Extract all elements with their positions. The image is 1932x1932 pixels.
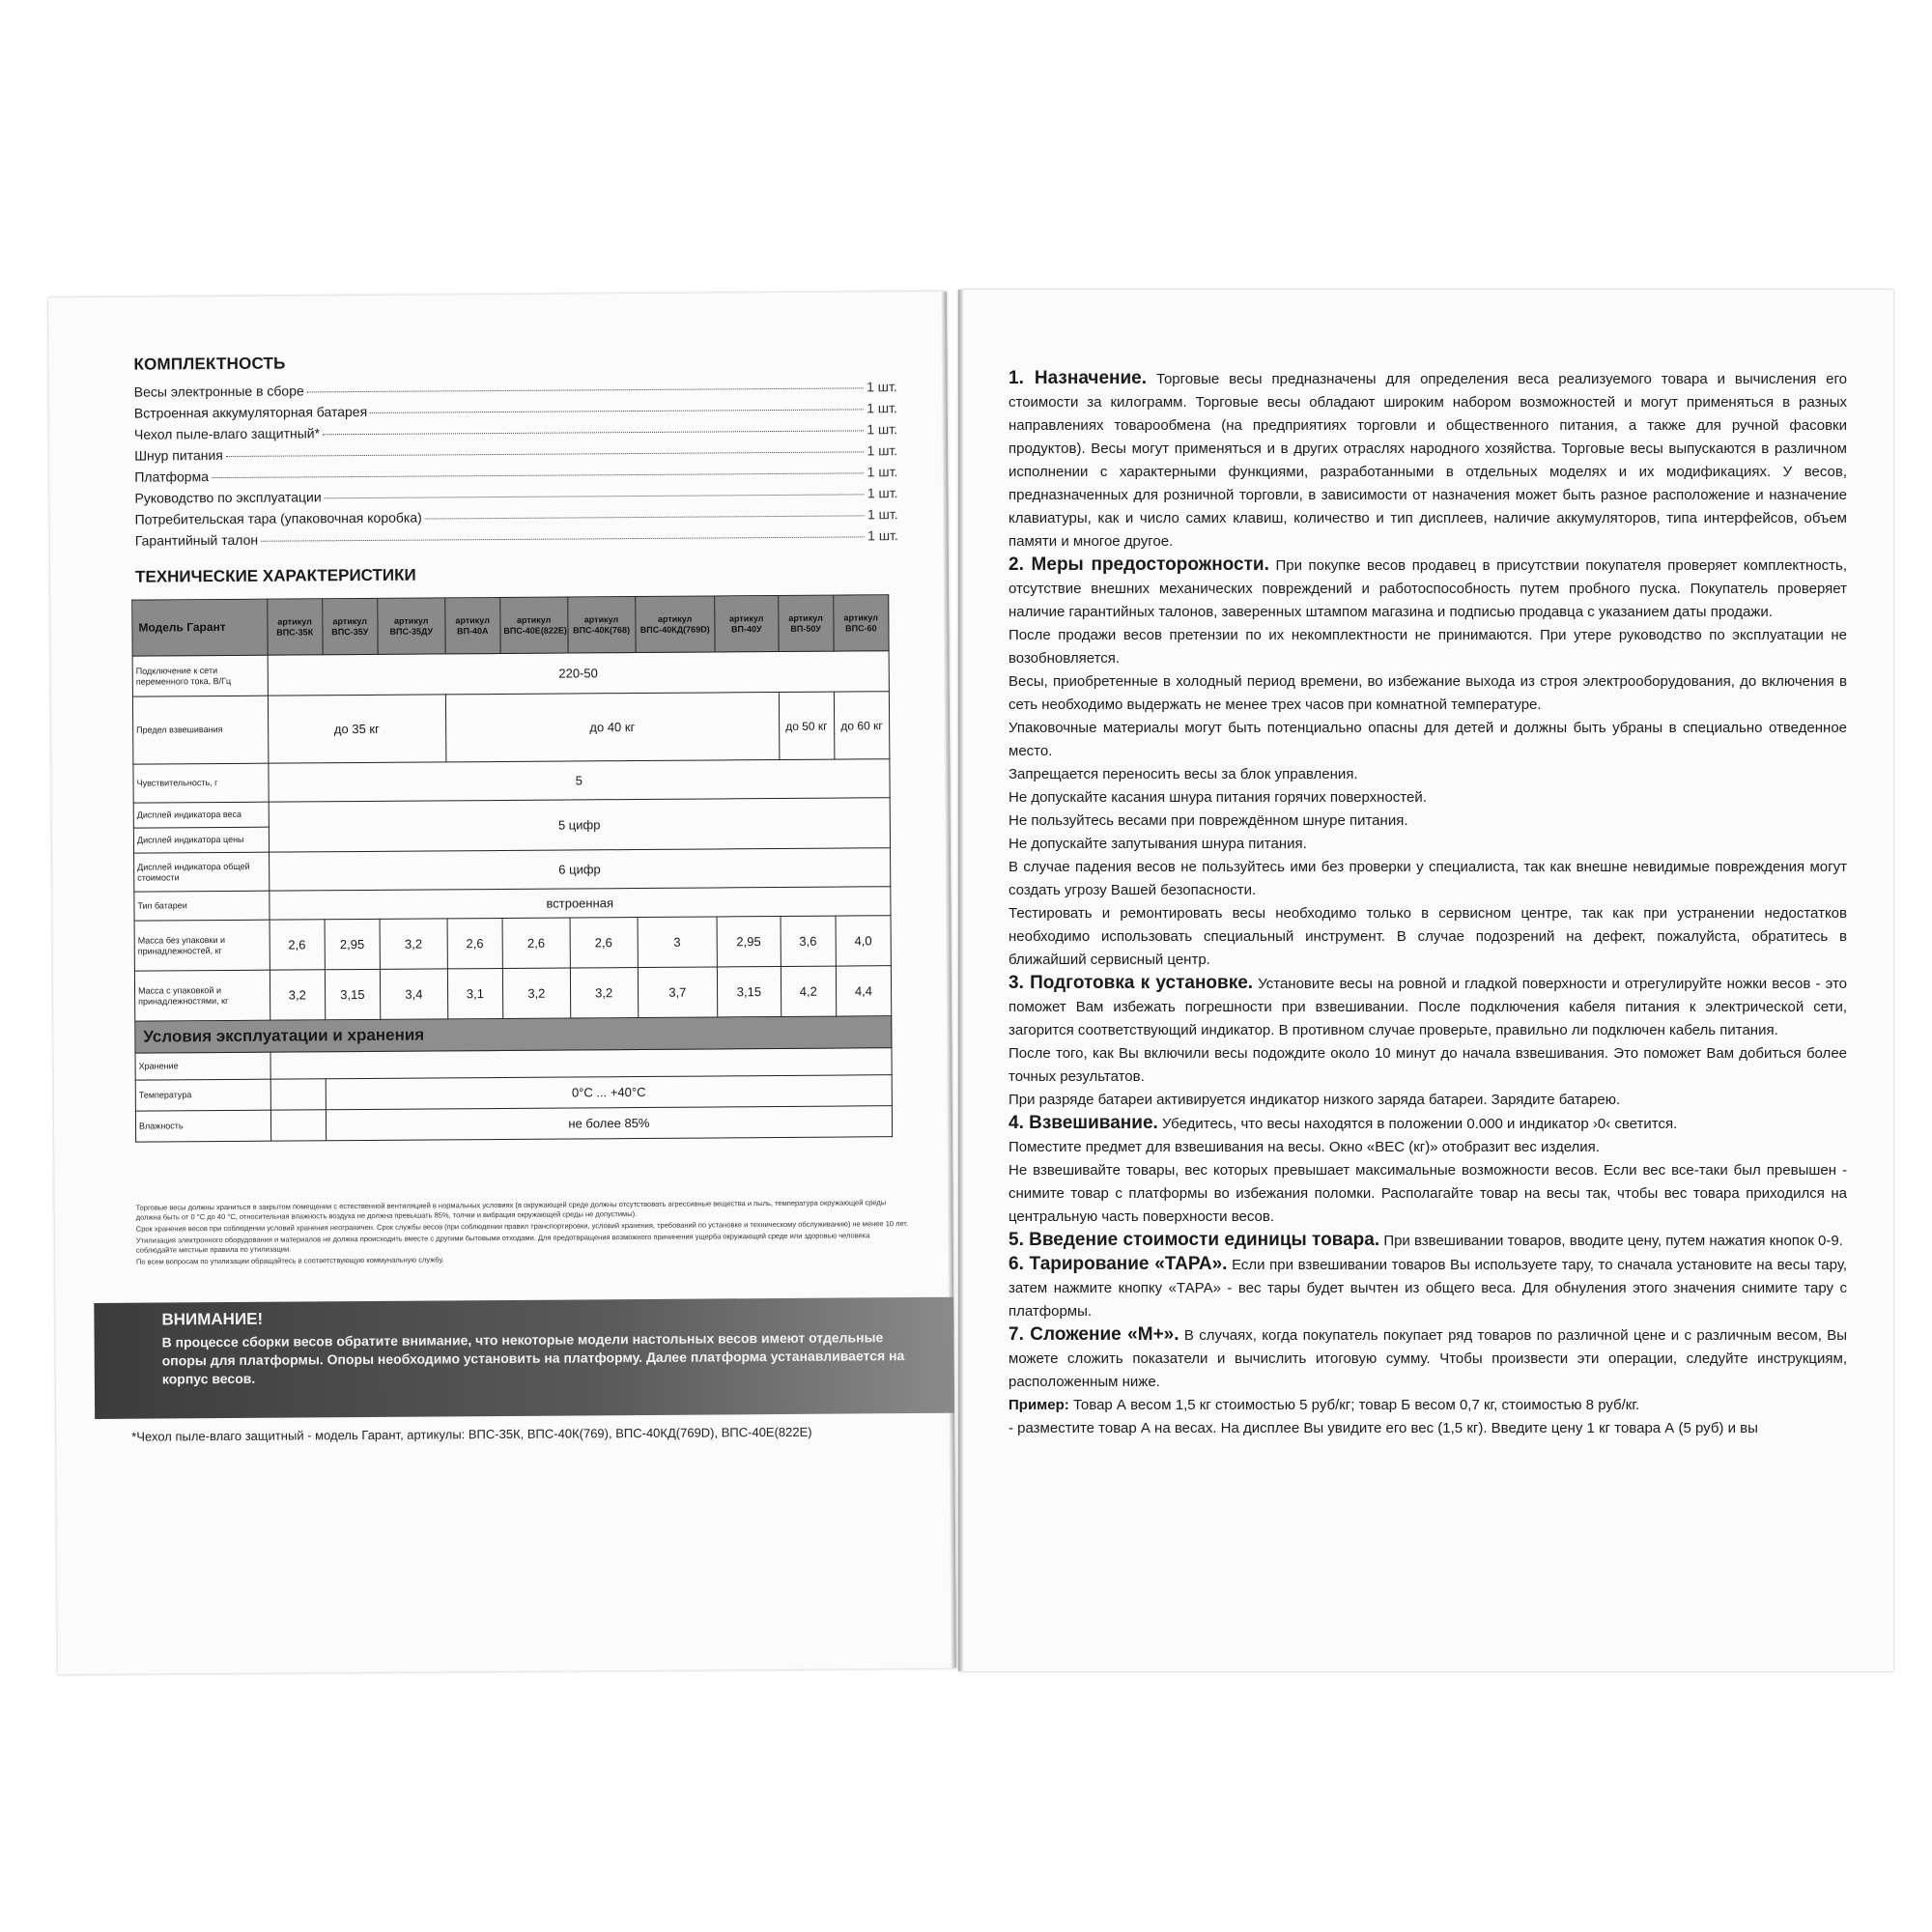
leader-dots — [307, 387, 864, 392]
section-heading: 4. Взвешивание. — [1009, 1113, 1158, 1133]
spec-table — [131, 594, 893, 1142]
row-label: Масса без упаковки и принадлежностей, кг — [134, 920, 270, 971]
cell-value: встроенная — [269, 887, 891, 920]
model-col: артикул ВП-40У — [715, 595, 779, 651]
paragraph: Весы, приобретенные в холодный период времени, во избежание выхода из строя электрооборудования, до включения в сеть необходимо выдержать не менее трех часов при комнатной температуре. — [1009, 673, 1847, 713]
cell-value: до 60 кг — [834, 692, 890, 759]
page-spine-shadow — [958, 290, 964, 1671]
cell-value: 2,6 — [270, 920, 325, 970]
table-row — [132, 692, 889, 764]
table-row — [134, 966, 891, 1021]
cell-value: 3,15 — [325, 969, 380, 1019]
paragraph: Не допускайте касания шнура питания горячих поверхностей. — [1009, 789, 1427, 806]
page-spine-shadow — [941, 292, 956, 1668]
model-col: артикул ВП-40А — [444, 598, 500, 654]
row-label: Масса с упаковкой и принадлежностями, кг — [134, 970, 270, 1021]
right-page — [958, 290, 1893, 1671]
table-row — [135, 1016, 892, 1053]
section-body: При взвешивании товаров, вводите цену, путем нажатия кнопок 0-9. — [1383, 1233, 1843, 1249]
section-heading: 1. Назначение. — [1009, 368, 1148, 388]
kit-title: КОМПЛЕКТНОСТЬ — [133, 354, 286, 374]
cell-value: 3,15 — [717, 966, 781, 1016]
leader-dots — [325, 494, 865, 498]
paragraph: Не взвешивайте товары, вес которых превышает максимальные возможности весов. Если вес все-таки был превышен - снимите товар с платформы во избежания поломки. Располагайте товар на весы так, чтобы вес товара приходился на центральную часть поверхности весов. — [1009, 1162, 1847, 1225]
left-page — [48, 292, 956, 1674]
instructions-text — [1009, 367, 1847, 1440]
section-heading: 3. Подготовка к установке. — [1009, 973, 1254, 993]
row-label: Чувствительность, г — [133, 763, 269, 803]
kit-item-name: Весы электронные в сборе — [133, 383, 304, 400]
cell-value: 3,2 — [502, 968, 570, 1018]
conditions-title: Условия эксплуатации и хранения — [135, 1016, 892, 1053]
footnote: *Чехол пыле-влаго защитный - модель Гарант, артикулы: ВПС-35К, ВПС-40К(769), ВПС-40КД(769D), ВПС-40Е(822Е) — [131, 1424, 812, 1444]
attention-text: В процессе сборки весов обратите внимание, что некоторые модели настольных весов имеют отдельные опоры для платформы. Опоры необходимо установить на платформу. Далее платформа устанавливается на корпус весов. — [161, 1329, 905, 1387]
section-heading: 6. Тарирование «ТАРА». — [1009, 1254, 1228, 1274]
model-col: артикул ВПС-35ДУ — [378, 598, 445, 654]
kit-item-name: Платформа — [134, 469, 210, 485]
paragraph: Поместите предмет для взвешивания на весы. Окно «ВЕС (кг)» отобразит вес изделия. — [1009, 1139, 1600, 1155]
table-row — [135, 1106, 892, 1142]
kit-item-qty: 1 шт. — [867, 527, 898, 544]
cell-value: 4,0 — [836, 916, 892, 966]
attention-title: ВНИМАНИЕ! — [161, 1309, 264, 1329]
kit-item-name: Руководство по эксплуатации — [134, 489, 322, 506]
kit-item-qty: 1 шт. — [867, 485, 898, 501]
model-col: артикул ВПС-40Е(822Е) — [500, 597, 568, 653]
kit-list — [134, 379, 898, 554]
leader-dots — [212, 472, 865, 478]
tech-title: ТЕХНИЧЕСКИЕ ХАРАКТЕРИСТИКИ — [134, 565, 416, 586]
section-precautions — [1009, 554, 1847, 624]
cell-value: 3,6 — [781, 916, 836, 966]
kit-section — [133, 350, 897, 554]
section-unit-price — [1009, 1229, 1847, 1253]
table-row — [133, 759, 890, 803]
kit-item-qty: 1 шт. — [867, 464, 898, 480]
paragraph: При разряде батареи активируется индикатор низкого заряда батареи. Зарядите батарею. — [1009, 1092, 1621, 1108]
model-col: артикул ВПС-40КД(769D) — [635, 596, 715, 653]
table-header-row — [132, 595, 889, 656]
cell-value: 2,6 — [502, 918, 570, 968]
cell-value: 3,7 — [638, 967, 718, 1018]
row-label: Дисплей индикатора веса — [133, 802, 269, 828]
note-text: Торговые весы должны храниться в закрытом помещении с естественной вентиляцией в нормальных условиях (в окружающей среде должны отсутствовать агрессивные вещества и пыль, температура окружающей среды должна быть от 0 °С до 40 °С, относительная влажность воздуха не должна превышать 85%, толчки и вибрация окружающей среды не допустимы). — [135, 1198, 887, 1222]
cell-value: 6 цифр — [269, 848, 891, 891]
model-col: артикул ВПС-60 — [833, 595, 889, 651]
leader-dots — [370, 409, 864, 413]
cell-value: 3,2 — [380, 919, 447, 969]
kit-item-name: Встроенная аккумуляторная батарея — [133, 403, 368, 421]
leader-dots — [323, 430, 864, 435]
cell-value: 5 цифр — [269, 798, 891, 852]
attention-banner — [94, 1297, 954, 1419]
cell-value — [270, 1048, 893, 1079]
kit-item-name: Шнур питания — [134, 447, 223, 464]
cell-value: до 40 кг — [445, 692, 779, 761]
kit-item-name: Гарантийный талон — [134, 531, 259, 549]
note-text: По всем вопросам по утилизации обращайтесь в соответствующую коммунальную службу. — [135, 1255, 444, 1266]
row-label: Влажность — [135, 1110, 270, 1142]
storage-notes — [136, 1198, 909, 1269]
section-body: Убедитесь, что весы находятся в положении 0.000 и индикатор ›0‹ светится. — [1161, 1116, 1678, 1132]
cell-value: 4,2 — [781, 966, 836, 1016]
cell-value: 0°С ... +40°С — [326, 1075, 892, 1110]
section-addition — [1009, 1323, 1847, 1394]
row-label: Подключение к сети переменного тока, В/Гц — [132, 655, 268, 696]
section-body: В случаях, когда покупатель покупает ряд товаров по различной цене и с различным весом, Вы можете сложить показатели и вычислить итоговую сумму. Чтобы произвести эти операции, следуйте инструкциям, расположенным ниже. — [1009, 1327, 1847, 1390]
table-row — [132, 651, 889, 696]
section-body: Торговые весы предназначены для определения веса реализуемого товара и вычисления его стоимости за килограмм. Торговые весы обладают широким набором возможностей и могут применяться в разных направлениях товарообмена (на предприятиях торговли и общественного питания, а также для ручной фасовки продуктов). Весы могут применяться и в других отраслях народного хозяйства. Торговые весы выпускаются в различном исполнении с характерными функциями, разработанными в отдельных моделях и их модификациях. У весов, предназначенных для розничной торговли, в зависимости от назначения может быть разное расположение и назначение клавиатуры, как и число самих клавиш, количество и тип дисплеев, наличие аккумуляторов, типа интерфейсов, объем памяти и многое другое. — [1009, 371, 1848, 550]
cell-value: 2,95 — [717, 916, 781, 966]
example-text: Товар А весом 1,5 кг стоимостью 5 руб/кг; товар Б весом 0,7 кг, стоимостью 8 руб/кг. — [1072, 1397, 1640, 1413]
paragraph: После продажи весов претензии по их некомплектности не принимаются. При утере руководство по эксплуатации не возобновляется. — [1009, 627, 1847, 667]
model-header: Модель Гарант — [132, 599, 268, 656]
section-heading: 5. Введение стоимости единицы товара. — [1009, 1230, 1380, 1250]
section-body: При покупке весов продавец в присутствии покупателя проверяет комплектность, отсутствие внешних механических повреждений и работоспособность путем пробного пуска. Покупатель проверяет наличие гарантийных талонов, заверенных штампом магазина и подписью продавца с указанием даты продажи. — [1009, 557, 1847, 620]
cell-value: 3 — [638, 917, 718, 968]
section-purpose — [1009, 367, 1847, 554]
table-row — [134, 916, 891, 971]
cell-value: 220-50 — [268, 651, 890, 696]
table-row — [133, 798, 890, 828]
kit-item — [135, 527, 898, 554]
note-text: Утилизация электронного оборудования и материалов не должна происходить вместе с другими бытовыми отходами. Для предотвращения возможного причинения ущерба окружающей среде или здоровью человека соблюдайте местные правила по утилизации. — [135, 1231, 870, 1255]
kit-item-qty: 1 шт. — [867, 400, 897, 416]
paragraph: Упаковочные материалы могут быть потенциально опасны для детей и должны быть убраны в специально отведенное место. — [1009, 720, 1847, 759]
cell-value: до 50 кг — [779, 692, 835, 759]
row-label: Предел взвешивания — [132, 696, 268, 764]
cell-value: не более 85% — [326, 1106, 892, 1141]
row-label: Тип батареи — [134, 891, 270, 921]
section-heading: 2. Меры предосторожности. — [1009, 554, 1269, 575]
cell-value — [270, 1110, 326, 1141]
cell-value: 4,4 — [836, 966, 892, 1016]
section-body: Если при взвешивании товаров Вы используете тару, то сначала установите на весы тару, затем нажмите кнопку «ТАРА» - вес тары будет вычтен из общего веса. Для обнуления этого значения снимите тару с платформы. — [1009, 1257, 1847, 1320]
kit-item-qty: 1 шт. — [867, 421, 898, 438]
cell-value: до 35 кг — [268, 695, 446, 763]
cell-value — [270, 1079, 326, 1110]
row-label: Дисплей индикатора общей стоимости — [134, 852, 270, 892]
leader-dots — [226, 451, 865, 457]
leader-dots — [261, 536, 865, 541]
section-tare — [1009, 1253, 1847, 1323]
table-row — [134, 848, 891, 892]
section-body: Установите весы на ровной и гладкой поверхности и отрегулируйте ножки весов - это поможет Вам избежать погрешности при взвешивании. После подключения кабеля питания к электрической сети, загорится соответствующий индикатор. В противном случае проверьте, правильно ли подключен кабель питания. — [1009, 976, 1848, 1038]
kit-item-qty: 1 шт. — [867, 506, 898, 523]
paragraph: Не пользуйтесь весами при повреждённом шнуре питания. — [1009, 812, 1408, 829]
cell-value: 5 — [269, 759, 891, 802]
kit-item-name: Чехол пыле-влаго защитный* — [133, 425, 321, 442]
model-col: артикул ВП-50У — [778, 595, 834, 651]
cell-value: 3,1 — [447, 968, 502, 1018]
cell-value: 2,6 — [570, 918, 638, 968]
kit-item-name: Потребительская тара (упаковочная коробка) — [134, 509, 422, 527]
paragraph: Тестировать и ремонтировать весы необходимо только в сервисном центре, так как при устранении недостатков необходимо использовать специальный инструмент. В случае подозрений на дефект, пожалуйста, обратитесь в ближайший сервисный центр. — [1009, 905, 1847, 968]
paragraph: - разместите товар А на весах. На дисплее Вы увидите его вес (1,5 кг). Введите цену 1 кг товара А (5 руб) и вы — [1009, 1420, 1758, 1436]
cell-value: 2,95 — [325, 919, 380, 969]
cell-value: 2,6 — [447, 918, 502, 968]
section-heading: 7. Сложение «М+». — [1009, 1324, 1179, 1345]
section-installation — [1009, 972, 1847, 1042]
note-text: Срок хранения весов при соблюдении условий хранения неограничен. Срок службы весов (при соблюдении правил транспортировки, условий хранения, требований по установке и техническому обслуживанию) не менее 10 лет. — [135, 1219, 909, 1234]
paragraph: После того, как Вы включили весы подождите около 10 минут до начала взвешивания. Это поможет Вам добиться более точных результатов. — [1009, 1045, 1847, 1085]
leader-dots — [425, 515, 865, 519]
section-weighing — [1009, 1112, 1847, 1136]
example-label: Пример: — [1009, 1397, 1069, 1413]
cell-value: 3,2 — [570, 968, 638, 1018]
paragraph: Запрещается переносить весы за блок управления. — [1009, 766, 1358, 782]
model-col: артикул ВПС-35У — [323, 598, 379, 654]
kit-item-qty: 1 шт. — [867, 442, 898, 459]
kit-item-qty: 1 шт. — [866, 379, 897, 395]
example — [1009, 1394, 1847, 1417]
row-label: Хранение — [135, 1052, 270, 1080]
cell-value: 3,4 — [380, 969, 447, 1019]
paragraph: В случае падения весов не пользуйтесь ими без проверки у специалиста, так как внешне невидимые повреждения могут создать угрозу Вашей безопасности. — [1009, 859, 1847, 898]
row-label: Температура — [135, 1079, 270, 1111]
row-label: Дисплей индикатора цены — [133, 827, 269, 853]
paragraph: Не допускайте запутывания шнура питания. — [1009, 836, 1307, 852]
model-col: артикул ВПС-35К — [267, 599, 323, 655]
model-col: артикул ВПС-40К(768) — [567, 597, 635, 653]
cell-value: 3,2 — [270, 970, 325, 1020]
